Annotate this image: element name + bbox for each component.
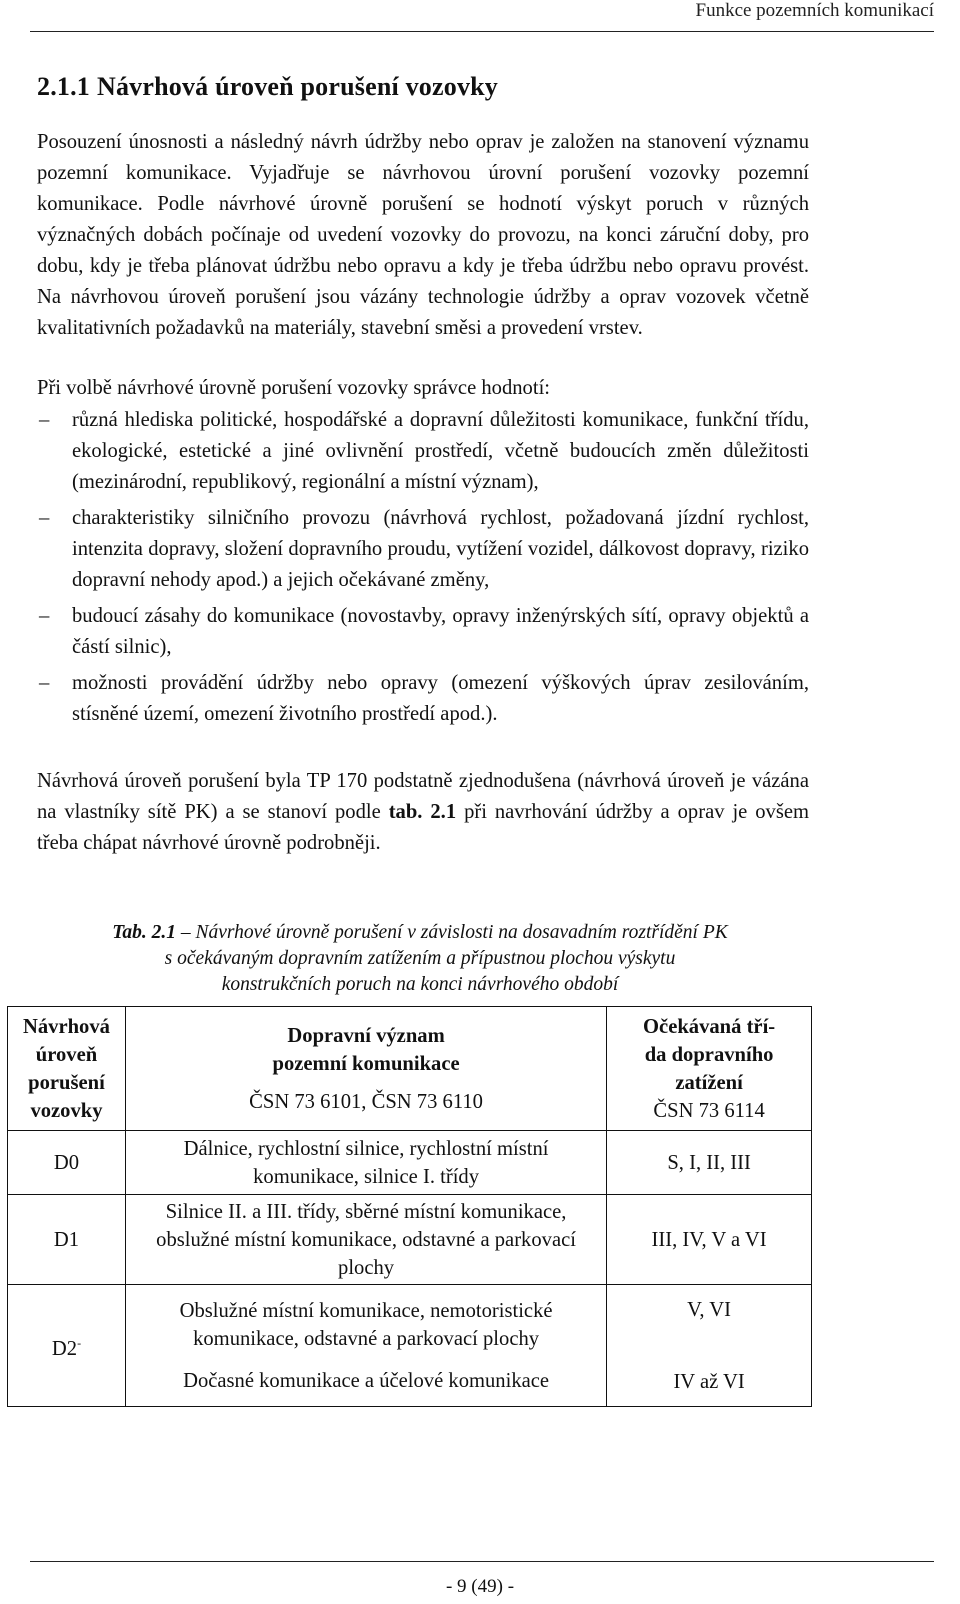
header-significance bbox=[125, 1007, 606, 1131]
table-caption-line2: s očekávaným dopravním zatížením a přípustnou plochou výskytu bbox=[164, 948, 676, 969]
list-item bbox=[37, 405, 809, 498]
intro-paragraph: Posouzení únosnosti a následný návrh údržby nebo oprav je založen na stanovení významu pozemní komunikace. Vyjadřuje se návrhovou úrovní porušení vozovky pozemní komunikace. Podle návrhové úrovně porušení se hodnotí výskyt poruch v různých význačných dobách počínaje od uvedení vozovky do provozu, na konci záruční doby, pro dobu, kdy je třeba plánovat údržbu nebo opravu a kdy je třeba údržbu nebo opravu provést. Na návrhovou úroveň porušení jsou vázány technologie údržby a oprav vozovek včetně kvalitativních požadavků na materiály, stavební směsi a provedení vrstev. bbox=[37, 131, 809, 339]
criteria-list bbox=[37, 405, 809, 735]
cell-significance: Silnice II. a III. třídy, sběrné místní komunikace, obslužné místní komunikace, odstavné a parkovací plochy bbox=[125, 1195, 606, 1285]
header-level bbox=[8, 1007, 126, 1131]
table-caption bbox=[30, 920, 810, 998]
bullet-dash: – bbox=[39, 672, 50, 694]
table-reference-link: tab. 2.1 bbox=[388, 801, 457, 823]
table-caption-line1: – Návrhové úrovně porušení v závislosti na dosavadním roztřídění PK bbox=[176, 922, 728, 943]
bullet-dash: – bbox=[39, 507, 50, 529]
cell-load-class-b: IV až VI bbox=[673, 1370, 745, 1393]
header-load-norm: ČSN 73 6114 bbox=[653, 1099, 765, 1122]
header-load-line: da dopravního bbox=[644, 1043, 774, 1066]
list-item bbox=[37, 601, 809, 663]
section-heading: Návrhová úroveň porušení vozovky bbox=[97, 72, 499, 101]
cell-significance-b: Dočasné komunikace a účelové komunikace bbox=[183, 1369, 550, 1392]
header-significance-norm: ČSN 73 6101, ČSN 73 6110 bbox=[249, 1090, 483, 1113]
list-item-text: různá hlediska politické, hospodářské a dopravní důležitosti komunikace, funkční třídu, ekologické, estetické a jiné ovlivnění prostředí, včetně budoucích změn důležitosti (mezinárodní, republikový, regionální a místní význam), bbox=[72, 409, 809, 493]
header-level-line: úroveň bbox=[35, 1043, 98, 1066]
table-caption-line3: konstrukčních poruch na konci návrhového období bbox=[221, 974, 619, 995]
header-load-line: zatížení bbox=[675, 1071, 743, 1094]
table-row bbox=[8, 1285, 812, 1407]
footer-rule bbox=[30, 1561, 934, 1562]
closing-paragraph bbox=[37, 766, 809, 859]
cell-load-class: S, I, II, III bbox=[607, 1131, 812, 1195]
header-rule bbox=[30, 31, 934, 32]
list-item-text: charakteristiky silničního provozu (návrhová rychlost, požadovaná jízdní rychlost, intenzita dopravy, složení dopravního proudu, vytížení vozidel, dálkovost dopravy, riziko dopravní nehody apod.) a jejich očekávané změny, bbox=[72, 507, 809, 591]
cell-level-sup: - bbox=[77, 1335, 82, 1350]
cell-level: D1 bbox=[8, 1195, 126, 1285]
closing-text-end: při navrhování údržby a oprav je ovšem třeba chápat návrhové úrovně podrobněji. bbox=[37, 801, 810, 854]
page-number: - 9 (49) - bbox=[445, 1576, 515, 1597]
lead-sentence: Při volbě návrhové úrovně porušení vozovky správce hodnotí: bbox=[37, 377, 551, 399]
section-title bbox=[37, 72, 498, 102]
table-header-row bbox=[8, 1007, 812, 1131]
list-item bbox=[37, 503, 809, 596]
table-row bbox=[8, 1195, 812, 1285]
table-caption-label: Tab. 2.1 bbox=[112, 922, 176, 943]
running-header: Funkce pozemních komunikací bbox=[695, 0, 934, 21]
cell-significance: Dálnice, rychlostní silnice, rychlostní místní komunikace, silnice I. třídy bbox=[125, 1131, 606, 1195]
header-level-line: Návrhová bbox=[23, 1015, 110, 1038]
header-level-line: porušení bbox=[28, 1071, 105, 1094]
section-number: 2.1.1 bbox=[37, 72, 90, 101]
cell-level-text: D2 bbox=[51, 1337, 78, 1360]
header-significance-line: Dopravní význam bbox=[287, 1024, 445, 1047]
cell-significance-a: Obslužné místní komunikace, nemotoristické komunikace, odstavné a parkovací plochy bbox=[179, 1299, 553, 1350]
header-load-class bbox=[607, 1007, 812, 1131]
header-load-line: Očekávaná tří- bbox=[643, 1015, 776, 1038]
cell-significance bbox=[125, 1285, 606, 1407]
header-level-line: vozovky bbox=[30, 1099, 103, 1122]
list-item-text: možnosti provádění údržby nebo opravy (omezení výškových úprav zesilováním, stísněné území, omezení životního prostředí apod.). bbox=[72, 672, 809, 725]
cell-load-class-a: V, VI bbox=[687, 1298, 732, 1321]
table-row bbox=[8, 1131, 812, 1195]
cell-level bbox=[8, 1285, 126, 1407]
list-item-text: budoucí zásahy do komunikace (novostavby, opravy inženýrských sítí, opravy objektů a částí silnic), bbox=[72, 605, 809, 658]
list-item bbox=[37, 668, 809, 730]
header-significance-line: pozemní komunikace bbox=[272, 1052, 460, 1075]
bullet-dash: – bbox=[39, 409, 50, 431]
bullet-dash: – bbox=[39, 605, 50, 627]
closing-text-start: Návrhová úroveň porušení byla TP 170 podstatně zjednodušena (návrhová úroveň je vázána na vlastníky sítě PK) a se stanoví podle bbox=[37, 770, 809, 823]
cell-load-class bbox=[607, 1285, 812, 1407]
cell-level: D0 bbox=[8, 1131, 126, 1195]
cell-load-class: III, IV, V a VI bbox=[607, 1195, 812, 1285]
design-levels-table bbox=[7, 1006, 812, 1407]
